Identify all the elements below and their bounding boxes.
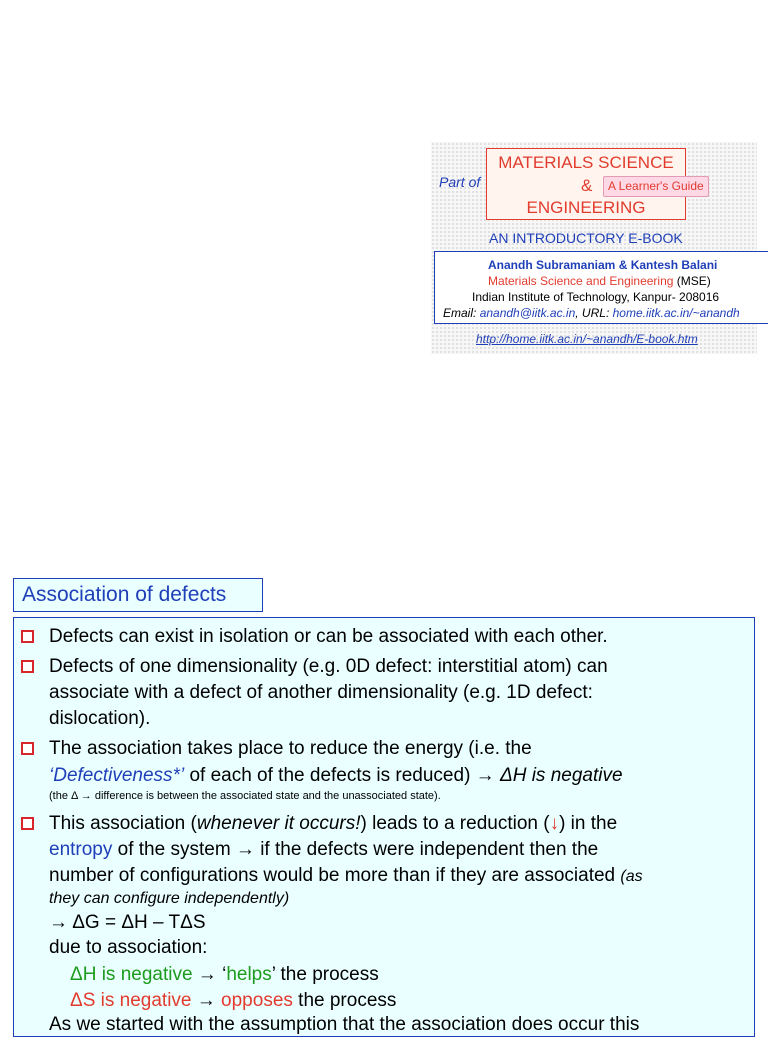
bullet-box-icon bbox=[21, 817, 34, 830]
bullet-2-line-1: Defects of one dimensionality (e.g. 0D defect: interstitial atom) can bbox=[49, 656, 608, 677]
ds-negative: ΔS is negative bbox=[70, 990, 192, 1011]
department-name: Materials Science and Engineering bbox=[488, 274, 674, 288]
ds-line bbox=[70, 990, 396, 1012]
helps-word: helps bbox=[226, 964, 272, 985]
bullet-box-icon bbox=[21, 742, 34, 755]
bullet-2-line-3: dislocation). bbox=[49, 708, 151, 729]
dh-line bbox=[70, 964, 379, 986]
text-span: of the system → if the defects were independent then the bbox=[112, 839, 599, 860]
email-label: Email: bbox=[443, 306, 480, 320]
bullet-box-icon bbox=[21, 630, 34, 643]
opposes-word: opposes bbox=[221, 990, 293, 1011]
bullet-4-line-1 bbox=[49, 813, 617, 835]
whenever-it-occurs: whenever it occurs! bbox=[196, 813, 361, 834]
text-span: → bbox=[191, 990, 222, 1011]
title-line-3: ENGINEERING bbox=[526, 198, 646, 217]
ebook-link[interactable]: http://home.iitk.ac.in/~anandh/E-book.htm bbox=[476, 332, 698, 346]
aside-text: (as bbox=[620, 868, 643, 885]
bullet-3-text: of each of the defects is reduced) → bbox=[184, 765, 500, 786]
bullet-box-icon bbox=[21, 660, 34, 673]
bullet-4-line-3 bbox=[49, 865, 643, 887]
bullet-3-line-1: The association takes place to reduce the energy (i.e. the bbox=[49, 738, 532, 759]
text-span: → ‘ bbox=[192, 964, 227, 985]
part-of-label: Part of bbox=[439, 174, 481, 190]
due-to-association: due to association: bbox=[49, 937, 208, 958]
contact-line bbox=[443, 306, 740, 320]
institute: Indian Institute of Technology, Kanpur- 208016 bbox=[472, 290, 720, 304]
text-span: ) in the bbox=[559, 813, 618, 834]
entropy-term: entropy bbox=[49, 839, 113, 860]
title-ampersand: & bbox=[581, 176, 593, 195]
dh-negative-note: ΔH is negative bbox=[499, 765, 623, 786]
text-span: the process bbox=[292, 990, 397, 1011]
text-span: number of configurations would be more than if they are associated bbox=[49, 865, 621, 886]
delta-footnote: (the Δ → difference is between the associated state and the unassociated state). bbox=[49, 790, 441, 802]
bullet-2-line-2: associate with a defect of another dimensionality (e.g. 1D defect: bbox=[49, 682, 593, 703]
department-abbr: (MSE) bbox=[673, 274, 711, 288]
bullet-4-line-2 bbox=[49, 839, 598, 861]
section-title: Association of defects bbox=[13, 578, 263, 612]
authors: Anandh Subramaniam & Kantesh Balani bbox=[488, 258, 718, 272]
bullet-3-line-2 bbox=[49, 765, 623, 787]
bullet-1-line-1: Defects can exist in isolation or can be associated with each other. bbox=[49, 626, 608, 647]
department bbox=[488, 274, 711, 288]
url-label: , URL: bbox=[575, 306, 613, 320]
text-span: ’ the process bbox=[271, 964, 379, 985]
dh-negative: ΔH is negative bbox=[70, 964, 193, 985]
url-value[interactable]: home.iitk.ac.in/~anandh bbox=[612, 306, 740, 320]
learners-guide-badge: A Learner's Guide bbox=[603, 176, 709, 197]
defectiveness-term: ‘Defectiveness*’ bbox=[49, 765, 185, 786]
title-line-1: MATERIALS SCIENCE bbox=[498, 153, 674, 172]
cut-off-line: As we started with the assumption that the association does occur this bbox=[49, 1014, 640, 1035]
bullet-4-line-4: they can configure independently) bbox=[49, 890, 290, 907]
email-value[interactable]: anandh@iitk.ac.in bbox=[479, 306, 576, 320]
book-subtitle: AN INTRODUCTORY E-BOOK bbox=[489, 230, 683, 246]
down-arrow-icon: ↓ bbox=[549, 813, 560, 834]
text-span: ) leads to a reduction ( bbox=[360, 813, 550, 834]
gibbs-equation: → ΔG = ΔH – TΔS bbox=[49, 912, 206, 933]
text-span: This association ( bbox=[49, 813, 197, 834]
